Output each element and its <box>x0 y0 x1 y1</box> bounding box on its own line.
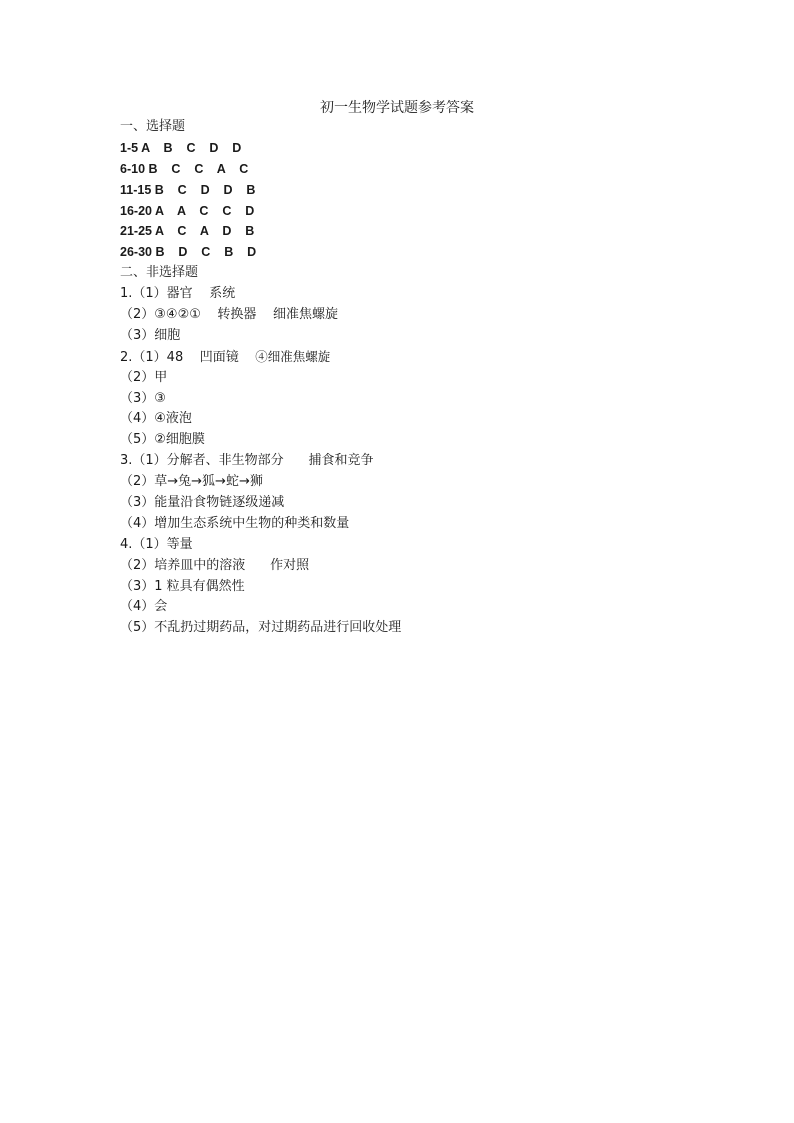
answer-content <box>120 117 720 639</box>
q2-answer-line: （5）②细胞膜 <box>120 432 205 448</box>
choice-answer-row: 11-15 B C D D B <box>120 182 256 197</box>
q2-answer-line: （4）④液泡 <box>120 411 192 427</box>
q2-line1-main: 2.（1）48 凹面镜 <box>120 349 256 365</box>
q2-line1-extra: ④细准焦螺旋 <box>255 348 331 364</box>
choice-answer-row: 21-25 A C A D B <box>120 224 255 239</box>
q2-answer-line: （2）甲 <box>120 369 168 385</box>
section-heading-choice: 一、选择题 <box>120 119 186 134</box>
q1-answer-line: （2）③④②① 转换器 细准焦螺旋 <box>120 307 338 323</box>
q4-answer-line: （3）1 粒具有偶然性 <box>120 578 245 594</box>
q1-answer-line: （3）细胞 <box>120 327 181 343</box>
q1-answer-line: 1.（1）器官 系统 <box>120 286 236 302</box>
choice-answer-row: 1-5 A B C D D <box>120 140 242 155</box>
q2-answer-line <box>120 347 720 368</box>
q3-answer-line: （2）草→兔→狐→蛇→狮 <box>120 474 263 490</box>
q4-answer-line: （5）不乱扔过期药品，对过期药品进行回收处理 <box>120 620 402 636</box>
choice-answer-row: 26-30 B D C B D <box>120 245 257 260</box>
q3-answer-line: 3.（1）分解者、非生物部分 捕食和竞争 <box>120 453 374 469</box>
q4-answer-line: 4.（1）等量 <box>120 536 193 552</box>
section-heading-nonchoice: 二、非选择题 <box>120 265 199 281</box>
choice-answer-row: 16-20 A A C C D <box>120 203 255 218</box>
q3-answer-line: （3）能量沿食物链逐级递减 <box>120 495 285 511</box>
q3-answer-line: （4）增加生态系统中生物的种类和数量 <box>120 515 350 531</box>
q4-answer-line: （4）会 <box>120 599 168 615</box>
document-title: 初一生物学试题参考答案 <box>320 100 474 116</box>
choice-answer-row: 6-10 B C C A C <box>120 161 249 176</box>
q2-answer-line: （3）③ <box>120 390 166 406</box>
q4-answer-line: （2）培养皿中的溶液 作对照 <box>120 557 310 573</box>
